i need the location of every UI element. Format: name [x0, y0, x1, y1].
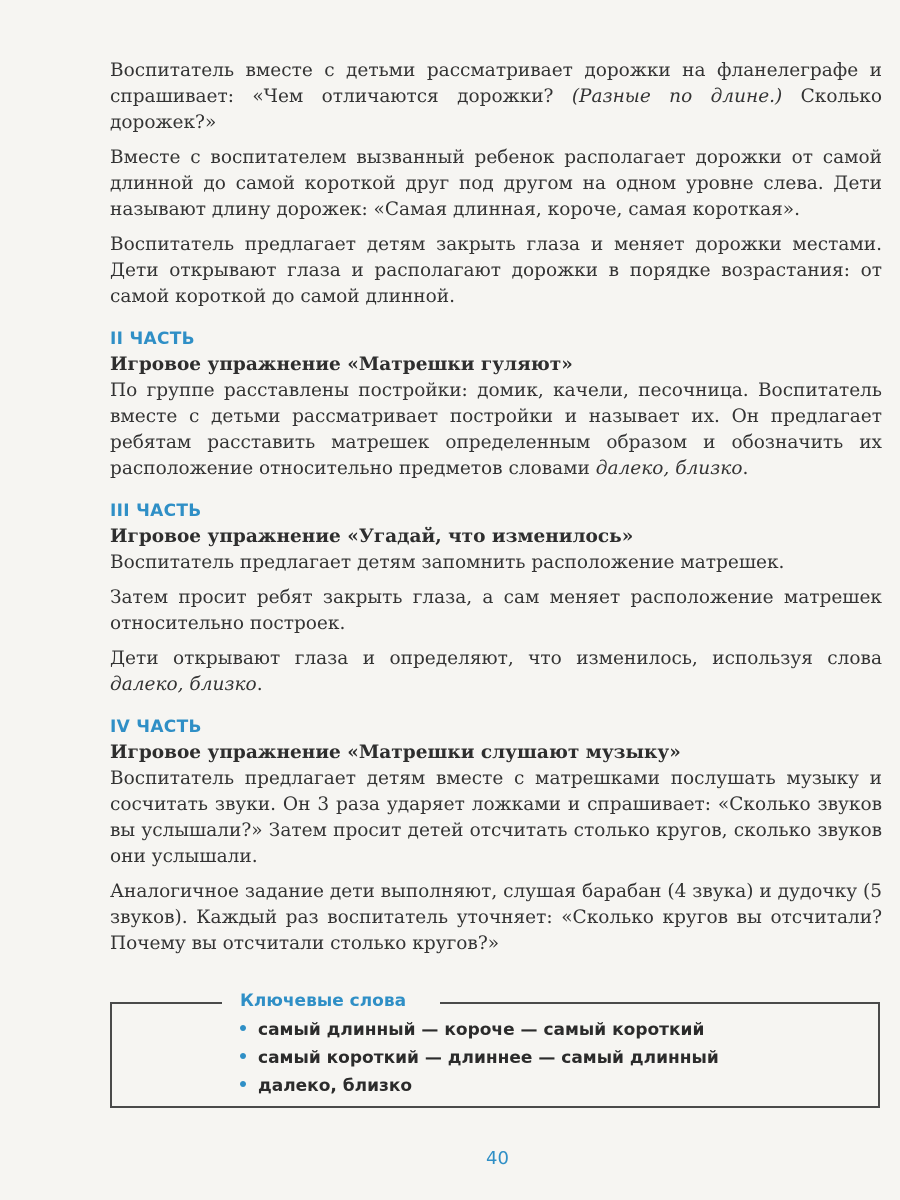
section-title-part-2: Игровое упражнение «Матрешки гуляют»: [110, 354, 573, 375]
intro-paragraph-1-italic: (Разные по длине.): [571, 86, 783, 107]
section-label-part-3: III ЧАСТЬ: [110, 501, 202, 521]
section-label-part-4: IV ЧАСТЬ: [110, 717, 202, 737]
keyword-item: [240, 1044, 719, 1072]
part-2-paragraph-1-text-b: .: [742, 458, 749, 479]
intro-paragraph-1-text-a: Воспитатель вместе с детьми рассматривает дорожки на фланелеграфе и спрашивает: «Чем отличаются дорожки?: [110, 60, 882, 107]
bullet-dot-icon: [240, 1081, 246, 1087]
section-label-part-2: II ЧАСТЬ: [110, 329, 195, 349]
part-3-paragraph-3-italic: далеко, близко: [110, 674, 257, 695]
part-3-paragraph-3-text-a: Дети открывают глаза и определяют, что изменилось, используя слова: [110, 648, 882, 669]
keywords-box-top-border-left: [110, 1002, 222, 1004]
keywords-box: [110, 991, 880, 1108]
section-part-3: [110, 500, 882, 698]
section-title-part-3: Игровое упражнение «Угадай, что изменилось»: [110, 526, 634, 547]
part-2-paragraph-1: [110, 378, 882, 482]
intro-paragraph-2: Вместе с воспитателем вызванный ребенок располагает дорожки от самой длинной до самой короткой друг под другом на одном уровне слева. Дети называют длину дорожек: «Самая длинная, короче, самая короткая».: [110, 147, 882, 220]
part-3-paragraph-1: Воспитатель предлагает детям запомнить расположение матрешек.: [110, 552, 785, 573]
bullet-dot-icon: [240, 1053, 246, 1059]
part-3-paragraph-3-text-b: .: [256, 674, 263, 695]
part-2-paragraph-1-italic: далеко, близко: [595, 458, 743, 479]
keyword-item: [240, 1072, 719, 1100]
page-content: [110, 58, 882, 966]
page-number: 40: [486, 1148, 509, 1169]
intro-paragraph-1: [110, 58, 882, 136]
keyword-item-text: далеко, близко: [258, 1076, 413, 1096]
keywords-list: [240, 1016, 719, 1100]
bullet-dot-icon: [240, 1025, 246, 1031]
intro-paragraph-1-text-b: Сколько дорожек?»: [110, 86, 882, 133]
part-4-paragraph-1: Воспитатель предлагает детям вместе с матрешками послушать музыку и сосчитать звуки. Он 3 раза ударяет ложками и спрашивает: «Сколько звуков вы услышали?» Затем просит детей отсчитать столько кругов, сколько звуков они услышали.: [110, 768, 882, 867]
part-3-paragraph-3: [110, 646, 882, 698]
part-4-paragraph-2: Аналогичное задание дети выполняют, слушая барабан (4 звука) и дудочку (5 звуков). Каждый раз воспитатель уточняет: «Сколько кругов вы отсчитали? Почему вы отсчитали столько кругов?»: [110, 881, 882, 954]
part-2-paragraph-1-text-a: По группе расставлены постройки: домик, качели, песочница. Воспитатель вместе с детьми рассматривает постройки и называет их. Он предлагает ребятам расставить матрешек определенным образом и обозначить их расположение относительно предметов словами: [110, 380, 882, 479]
keywords-title: Ключевые слова: [240, 991, 407, 1011]
keyword-item: [240, 1016, 719, 1044]
keywords-box-top-border-right: [440, 1002, 880, 1004]
part-3-paragraph-2: Затем просит ребят закрыть глаза, а сам меняет расположение матрешек относительно построек.: [110, 587, 882, 634]
intro-paragraph-3: Воспитатель предлагает детям закрыть глаза и меняет дорожки местами. Дети открывают глаза и располагают дорожки в порядке возрастания: от самой короткой до самой длинной.: [110, 234, 882, 307]
keyword-item-text: самый короткий — длиннее — самый длинный: [258, 1048, 719, 1068]
section-part-4: [110, 716, 882, 957]
section-part-2: [110, 328, 882, 482]
section-title-part-4: Игровое упражнение «Матрешки слушают музыку»: [110, 742, 681, 763]
keyword-item-text: самый длинный — короче — самый короткий: [258, 1020, 705, 1040]
